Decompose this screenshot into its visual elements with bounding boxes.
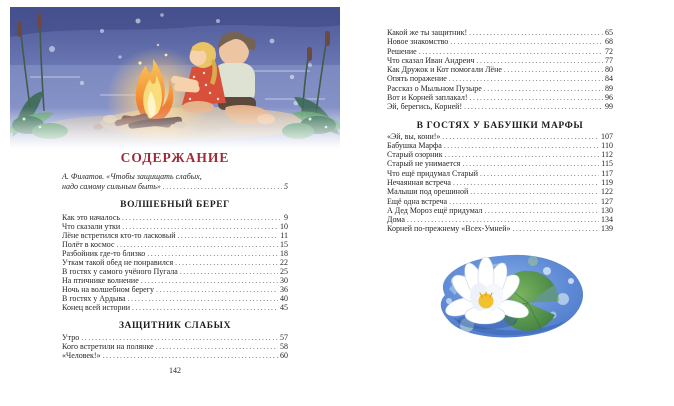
campfire-illustration	[10, 7, 340, 149]
toc-entry-title: Какой же ты защитник!	[387, 28, 468, 37]
toc-entry-page: 30	[280, 275, 288, 285]
toc-entry-title: Разбойник где-то близко	[62, 248, 146, 258]
dot-leader	[156, 342, 278, 351]
dot-leader	[470, 93, 603, 102]
toc-entry	[62, 240, 288, 249]
toc-entry	[62, 351, 288, 360]
toc-entry	[387, 197, 613, 206]
dot-leader	[477, 56, 604, 65]
dot-leader	[128, 294, 278, 303]
toc-entry-page: 117	[601, 168, 613, 178]
toc-entry	[387, 47, 613, 56]
toc-entry	[62, 258, 288, 267]
toc-entry	[387, 150, 613, 159]
dot-leader	[470, 187, 599, 196]
toc-entry-title: Как Дружок и Кот помогали Лёне	[387, 65, 502, 75]
toc-entry-page: 36	[280, 284, 288, 294]
toc-entry-page: 9	[284, 212, 288, 222]
section-heading-babushka-marfa: В ГОСТЯХ У БАБУШКИ МАРФЫ	[416, 121, 584, 131]
toc-entry	[62, 213, 288, 222]
toc-entry-page: 40	[280, 293, 288, 303]
toc-entry-title: Старый не унимается	[387, 159, 461, 169]
toc-entry-page: 77	[605, 55, 613, 65]
toc-entry-title: Дома	[387, 215, 405, 225]
toc-entry	[387, 37, 613, 46]
dot-leader	[484, 206, 599, 215]
toc-entry-page: 99	[605, 102, 613, 112]
toc-list-babushka-marfa	[387, 132, 613, 234]
toc-entry-page: 18	[280, 248, 288, 258]
dot-leader	[450, 37, 603, 46]
toc-entry-page: 65	[605, 28, 613, 37]
toc-entry	[387, 159, 613, 168]
toc-entry-page: 107	[601, 131, 613, 141]
toc-entry-title: Корней по-прежнему «Всех-Умней»	[387, 224, 511, 234]
toc-entry-page: 57	[280, 332, 288, 342]
toc-entry	[62, 294, 288, 303]
toc-entry-title: А Дед Мороз ещё придумал	[387, 205, 483, 215]
bottom-fade	[10, 107, 340, 149]
toc-entry	[62, 182, 288, 192]
dot-leader	[122, 213, 282, 222]
toc-entry-page: 80	[605, 65, 613, 75]
dot-leader	[103, 351, 278, 360]
toc-entry-title: Малыши под орешиной	[387, 187, 469, 197]
toc-entry	[387, 215, 613, 224]
toc-entry-title: Как это началось	[62, 212, 121, 222]
toc-entry-title: Нечаянная встреча	[387, 177, 451, 187]
toc-entry	[387, 102, 613, 111]
toc-entry	[387, 74, 613, 83]
toc-entry-title: Полёт в космос	[62, 239, 115, 249]
toc-entry-page: 96	[605, 93, 613, 103]
toc-entry-title: В гостях у Ардыва	[62, 293, 126, 303]
toc-entry-title: Опять поражение	[387, 74, 447, 84]
toc-entry-title: Решение	[387, 46, 417, 56]
dot-leader	[504, 65, 603, 74]
toc-entry-title: Кого встретили на полянке	[62, 341, 154, 351]
toc-entry-title: Бабушка Марфа	[387, 140, 442, 150]
dot-leader	[177, 231, 278, 240]
toc-entry	[62, 249, 288, 258]
toc-entry-title: «Человек!»	[62, 351, 101, 361]
toc-entry-title: На птичнике волнение	[62, 275, 139, 285]
toc-entry-page: 115	[601, 159, 613, 169]
toc-intro	[62, 172, 288, 191]
toc-entry-page: 122	[601, 187, 613, 197]
toc-entry-title: Что сказал Иван Андреич	[387, 55, 475, 65]
dot-leader	[175, 258, 278, 267]
section-heading-volshebny-bereg: ВОЛШЕБНЫЙ БЕРЕГ	[120, 199, 230, 210]
toc-entry-page: 68	[605, 37, 613, 47]
toc-entry-title: Вот и Корней заплакал!	[387, 93, 468, 103]
toc-entry-page: 58	[280, 341, 288, 351]
page-number-folio: 142	[169, 366, 181, 375]
toc-entry-title: Лёне встретился кто-то ласковый	[62, 230, 176, 240]
dot-leader	[407, 215, 599, 224]
dot-leader	[512, 224, 599, 233]
toc-entry	[387, 178, 613, 187]
intro-author-quote-line2: надо самому сильным быть»	[62, 181, 161, 191]
toc-entry	[62, 285, 288, 294]
dot-leader	[449, 197, 599, 206]
dot-leader	[464, 102, 603, 111]
toc-entry	[62, 303, 288, 312]
dot-leader	[132, 303, 278, 312]
toc-entry-title: «Эй, вы, кони!»	[387, 131, 441, 141]
toc-entry-page: 127	[601, 196, 613, 206]
dot-leader	[117, 240, 278, 249]
toc-entry	[387, 93, 613, 102]
toc-entry	[387, 132, 613, 141]
dot-leader	[453, 178, 599, 187]
toc-entry-title: Ещё одна встреча	[387, 196, 448, 206]
toc-entry-title: Рассказ о Мыльном Пузыре	[387, 83, 482, 93]
toc-entry-title: Конец всей истории	[62, 302, 131, 312]
toc-entry-title: Старый озорник	[387, 150, 443, 160]
toc-entry-title: Новое знакомство	[387, 37, 449, 47]
toc-entry-page: 10	[280, 221, 288, 231]
toc-entry-title: Что ещё придумал Старый	[387, 168, 479, 178]
toc-entry-page: 5	[284, 181, 288, 191]
toc-entry	[387, 224, 613, 233]
toc-entry-page: 22	[280, 257, 288, 267]
dot-leader	[469, 28, 603, 37]
dot-leader	[449, 74, 603, 83]
toc-entry-title: Утро	[62, 332, 80, 342]
toc-entry-page: 60	[280, 351, 288, 361]
toc-entry-title: Эй, берегись, Корней!	[387, 102, 463, 112]
toc-entry	[62, 222, 288, 231]
dot-leader	[444, 141, 600, 150]
toc-entry	[387, 28, 613, 37]
toc-entry-page: 84	[605, 74, 613, 84]
water-lily-illustration	[423, 241, 591, 345]
intro-author-quote-line1: А. Филатов. «Чтобы защищать слабых,	[62, 172, 202, 181]
dot-leader	[81, 333, 278, 342]
toc-entry-title: Что сказали утки	[62, 221, 121, 231]
dot-leader	[122, 222, 278, 231]
dot-leader	[147, 249, 278, 258]
toc-entry	[387, 206, 613, 215]
dot-leader	[180, 267, 278, 276]
dot-leader	[141, 276, 278, 285]
toc-entry	[387, 84, 613, 93]
toc-list-right-top	[387, 28, 613, 112]
toc-entry-page: 110	[601, 140, 613, 150]
toc-entry-page: 112	[601, 150, 613, 160]
toc-entry-title: Уткам такой обед не понравился	[62, 257, 174, 267]
dot-leader	[484, 84, 603, 93]
dot-leader	[419, 47, 603, 56]
toc-entry	[62, 276, 288, 285]
toc-entry-page: 89	[605, 83, 613, 93]
toc-entry	[387, 141, 613, 150]
toc-entry	[387, 169, 613, 178]
toc-entry-title: В гостях у самого учёного Пугала	[62, 266, 178, 276]
section-heading-zashchitnik-slabykh: ЗАЩИТНИК СЛАБЫХ	[118, 320, 232, 331]
dot-leader	[163, 182, 282, 192]
toc-entry-page: 11	[280, 230, 288, 240]
toc-entry	[387, 187, 613, 196]
dot-leader	[445, 150, 600, 159]
toc-entry-page: 15	[280, 239, 288, 249]
toc-entry	[387, 65, 613, 74]
dot-leader	[480, 169, 599, 178]
toc-entry	[62, 231, 288, 240]
toc-list-zashchitnik-slabykh	[62, 333, 288, 361]
toc-entry-page: 134	[601, 215, 613, 225]
toc-entry-title: Ночь на волшебном берегу	[62, 284, 155, 294]
dot-leader	[462, 159, 599, 168]
dot-leader	[442, 132, 599, 141]
toc-entry	[62, 267, 288, 276]
toc-entry	[62, 342, 288, 351]
toc-entry	[62, 333, 288, 342]
toc-entry-page: 119	[601, 177, 613, 187]
toc-entry	[387, 56, 613, 65]
toc-entry-page: 45	[280, 302, 288, 312]
contents-heading: СОДЕРЖАНИЕ	[120, 150, 230, 165]
toc-entry-page: 139	[601, 224, 613, 234]
toc-entry-page: 72	[605, 46, 613, 56]
dot-leader	[156, 285, 278, 294]
toc-list-volshebny-bereg	[62, 213, 288, 313]
toc-entry-page: 130	[601, 205, 613, 215]
toc-entry-page: 25	[280, 266, 288, 276]
